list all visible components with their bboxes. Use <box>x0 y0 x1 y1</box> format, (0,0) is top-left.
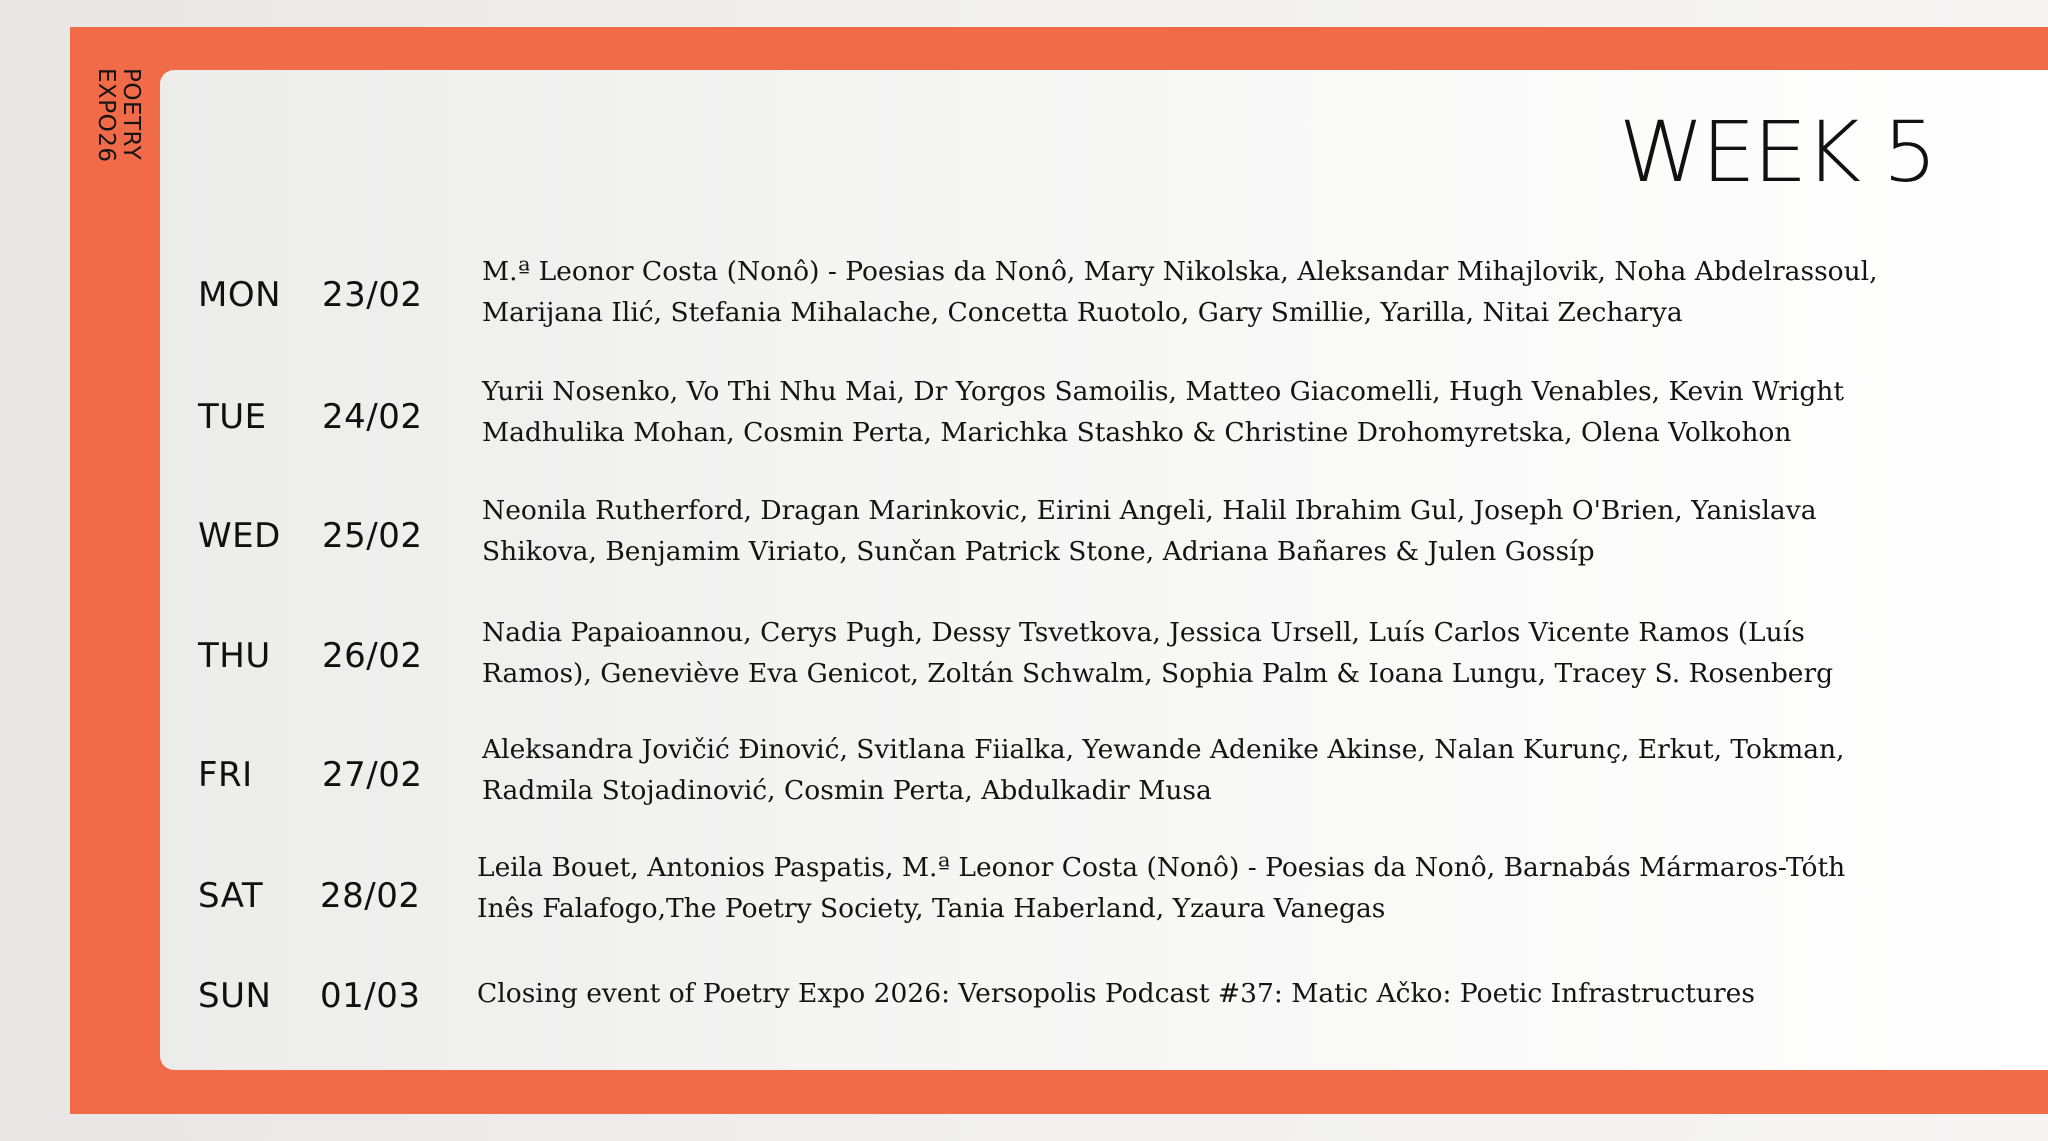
date-label: 23/02 <box>322 275 423 315</box>
week-title: WEEK 5 <box>1618 103 1934 201</box>
day-label: SAT <box>198 876 264 916</box>
brand-line-2: EXPO26 <box>93 68 119 163</box>
poets-line: Nadia Papaioannou, Cerys Pugh, Dessy Tsvetkova, Jessica Ursell, Luís Carlos Vicente Ramos (Luís <box>482 617 1805 648</box>
poets-line: Leila Bouet, Antonios Paspatis, M.ª Leonor Costa (Nonô) - Poesias da Nonô, Barnabás Mármaros-Tóth <box>477 852 1846 883</box>
day-label: TUE <box>198 397 267 437</box>
poets-list <box>482 251 1922 333</box>
poets-line: Neonila Rutherford, Dragan Marinkovic, Eirini Angeli, Halil Ibrahim Gul, Joseph O'Brien, Yanislava <box>482 495 1817 526</box>
poets-list <box>477 973 1917 1014</box>
poets-line: Ramos), Geneviève Eva Genicot, Zoltán Schwalm, Sophia Palm & Ioana Lungu, Tracey S. Rosenberg <box>482 658 1834 689</box>
poets-line: Yurii Nosenko, Vo Thi Nhu Mai, Dr Yorgos Samoilis, Matteo Giacomelli, Hugh Venables, Kevin Wright <box>482 376 1845 407</box>
poets-line: Madhulika Mohan, Cosmin Perta, Marichka Stashko & Christine Drohomyretska, Olena Volkohon <box>482 417 1792 448</box>
day-label: FRI <box>198 755 253 795</box>
poets-line: Radmila Stojadinović, Cosmin Perta, Abdulkadir Musa <box>482 775 1212 806</box>
poets-list <box>482 371 1922 453</box>
poets-list <box>482 490 1922 572</box>
brand-line-1: POETRY <box>118 68 144 161</box>
date-label: 01/03 <box>320 976 421 1016</box>
poets-line: M.ª Leonor Costa (Nonô) - Poesias da Nonô, Mary Nikolska, Aleksandar Mihajlovik, Noha Abdelrassoul, <box>482 256 1878 287</box>
poets-line: Marijana Ilić, Stefania Mihalache, Concetta Ruotolo, Gary Smillie, Yarilla, Nitai Zecharya <box>482 297 1683 328</box>
poets-line: Closing event of Poetry Expo 2026: Versopolis Podcast #37: Matic Ačko: Poetic Infrastructures <box>477 978 1755 1009</box>
date-label: 28/02 <box>320 876 421 916</box>
date-label: 26/02 <box>322 636 423 676</box>
poets-line: Inês Falafogo,The Poetry Society, Tania Haberland, Yzaura Vanegas <box>477 893 1386 924</box>
day-label: THU <box>198 636 271 676</box>
poets-line: Shikova, Benjamim Viriato, Sunčan Patrick Stone, Adriana Bañares & Julen Gossíp <box>482 536 1595 567</box>
poets-list <box>482 729 1922 811</box>
date-label: 24/02 <box>322 397 423 437</box>
poets-line: Aleksandra Jovičić Đinović, Svitlana Fiialka, Yewande Adenike Akinse, Nalan Kurunç, Erkut, Tokman, <box>482 734 1845 765</box>
day-label: MON <box>198 275 282 315</box>
date-label: 27/02 <box>322 755 423 795</box>
day-label: WED <box>198 516 281 556</box>
poets-list <box>477 847 1917 929</box>
poets-list <box>482 612 1922 694</box>
date-label: 25/02 <box>322 516 423 556</box>
day-label: SUN <box>198 976 272 1016</box>
